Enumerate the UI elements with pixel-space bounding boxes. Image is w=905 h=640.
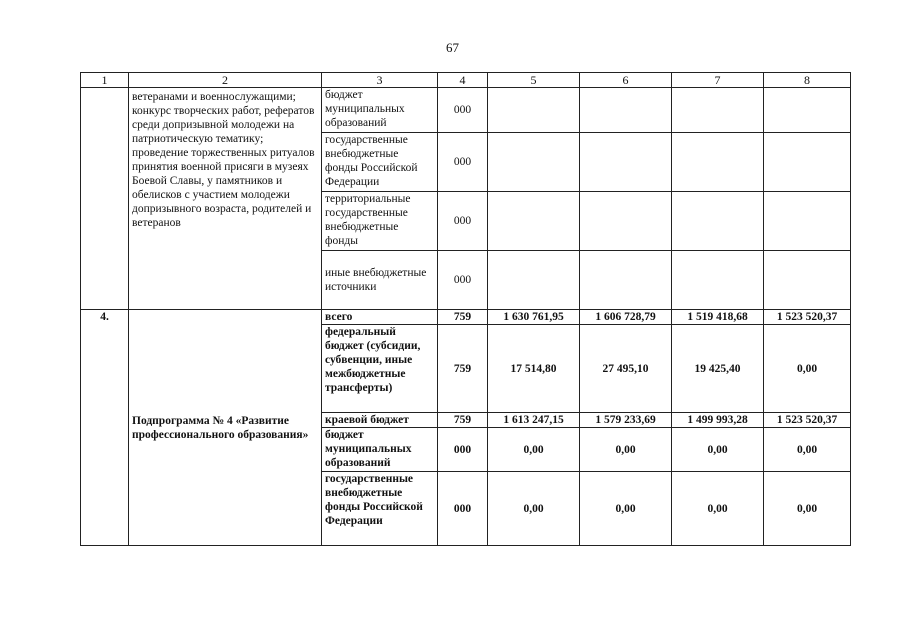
value-cell: 1 613 247,15	[488, 413, 580, 428]
header-cell: 3	[322, 73, 438, 88]
value-cell: 1 606 728,79	[580, 310, 672, 325]
value-cell: 0,00	[672, 428, 764, 472]
table-row	[81, 88, 851, 133]
code-cell: 000	[438, 133, 488, 192]
source-cell: государственные внебюджетные фонды Российской Федерации	[322, 472, 438, 546]
value-cell: 1 523 520,37	[764, 310, 851, 325]
value-cell: 19 425,40	[672, 325, 764, 413]
value-cell: 0,00	[764, 428, 851, 472]
value-cell: 0,00	[488, 472, 580, 546]
page-number: 67	[446, 40, 459, 55]
code-cell: 000	[438, 428, 488, 472]
value-cell: 0,00	[764, 325, 851, 413]
value-cell: 1 519 418,68	[672, 310, 764, 325]
source-cell: федеральный бюджет (субсидии, субвенции, иные межбюджетные трансферты)	[322, 325, 438, 413]
header-cell: 4	[438, 73, 488, 88]
source-cell: всего	[322, 310, 438, 325]
description-cell: ветеранами и военнослужащими; конкурс творческих работ, рефератов среди допризывной молодежи на патриотическую тематику; проведение торжественных ритуалов принятия военной присяги в музеях Боевой Славы, у памятников и обелисков с участием молодежи допризывного возраста, родителей и ветеранов	[129, 88, 322, 310]
header-cell: 1	[81, 73, 129, 88]
value-cell: 27 495,10	[580, 325, 672, 413]
code-cell: 759	[438, 325, 488, 413]
value-cell: 1 523 520,37	[764, 413, 851, 428]
value-cell: 0,00	[580, 472, 672, 546]
index-cell	[81, 88, 129, 310]
code-cell: 759	[438, 413, 488, 428]
source-cell: бюджет муниципальных образований	[322, 88, 438, 133]
subprogram-title: Подпрограмма № 4 «Развитие профессионального образования»	[129, 310, 322, 546]
header-cell: 7	[672, 73, 764, 88]
value-cell: 0,00	[672, 472, 764, 546]
source-cell: иные внебюджетные источники	[322, 251, 438, 310]
header-cell: 5	[488, 73, 580, 88]
value-cell: 1 630 761,95	[488, 310, 580, 325]
code-cell: 000	[438, 472, 488, 546]
code-cell: 000	[438, 88, 488, 133]
value-cell: 1 499 993,28	[672, 413, 764, 428]
value-cell: 17 514,80	[488, 325, 580, 413]
value-cell: 0,00	[488, 428, 580, 472]
source-cell: краевой бюджет	[322, 413, 438, 428]
header-cell: 2	[129, 73, 322, 88]
index-cell: 4.	[81, 310, 129, 546]
header-row	[81, 73, 851, 88]
header-cell: 6	[580, 73, 672, 88]
header-cell: 8	[764, 73, 851, 88]
value-cell: 0,00	[764, 472, 851, 546]
value-cell: 1 579 233,69	[580, 413, 672, 428]
budget-table	[80, 72, 851, 546]
source-cell: территориальные государственные внебюджетные фонды	[322, 192, 438, 251]
value-cell: 0,00	[580, 428, 672, 472]
source-cell: государственные внебюджетные фонды Российской Федерации	[322, 133, 438, 192]
code-cell: 759	[438, 310, 488, 325]
code-cell: 000	[438, 192, 488, 251]
table-row	[81, 310, 851, 325]
code-cell: 000	[438, 251, 488, 310]
source-cell: бюджет муниципальных образований	[322, 428, 438, 472]
